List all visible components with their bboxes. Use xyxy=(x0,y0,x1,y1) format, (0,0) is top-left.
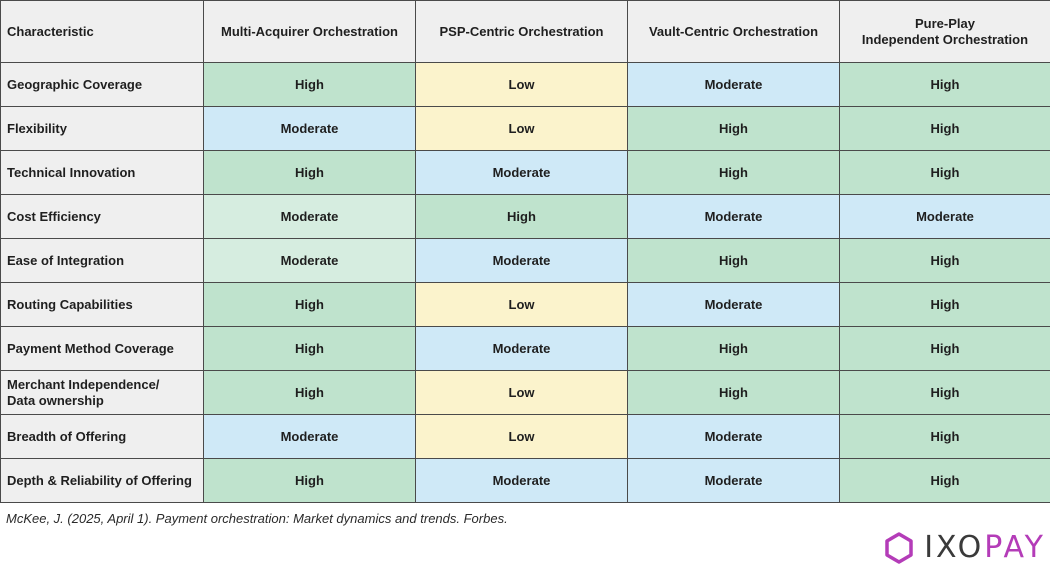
logo-text-ixo: IXO xyxy=(924,530,985,565)
header-vault-centric: Vault-Centric Orchestration xyxy=(628,1,840,63)
table-cell: Moderate xyxy=(628,283,840,327)
table-cell: Moderate xyxy=(204,107,416,151)
header-characteristic: Characteristic xyxy=(1,1,204,63)
table-header-row xyxy=(1,1,1050,63)
header-multi-acquirer: Multi-Acquirer Orchestration xyxy=(204,1,416,63)
table-cell: Moderate xyxy=(204,195,416,239)
row-label xyxy=(1,371,204,415)
header-pure-play-line2: Independent Orchestration xyxy=(861,31,1029,47)
row-label: Depth & Reliability of Offering xyxy=(1,459,204,503)
table-cell: Low xyxy=(416,371,628,415)
table-cell: High xyxy=(204,371,416,415)
row-label: Breadth of Offering xyxy=(1,415,204,459)
table-cell: High xyxy=(204,283,416,327)
table-cell: Moderate xyxy=(628,415,840,459)
table-cell: Moderate xyxy=(416,239,628,283)
row-label: Routing Capabilities xyxy=(1,283,204,327)
table-row xyxy=(1,195,1050,239)
table-cell: High xyxy=(840,327,1050,371)
table-row xyxy=(1,459,1050,503)
table-cell: Low xyxy=(416,415,628,459)
table-cell: High xyxy=(204,151,416,195)
table-cell: Low xyxy=(416,107,628,151)
table-cell: Moderate xyxy=(416,459,628,503)
table-cell: Low xyxy=(416,63,628,107)
table-cell: High xyxy=(204,63,416,107)
table-row xyxy=(1,371,1050,415)
header-psp-centric: PSP-Centric Orchestration xyxy=(416,1,628,63)
table-cell: Moderate xyxy=(628,459,840,503)
table-cell: High xyxy=(840,371,1050,415)
table-row xyxy=(1,327,1050,371)
row-label: Geographic Coverage xyxy=(1,63,204,107)
row-label-line1: Merchant Independence/ xyxy=(7,376,160,392)
table-row xyxy=(1,239,1050,283)
row-label: Ease of Integration xyxy=(1,239,204,283)
table-cell: High xyxy=(840,107,1050,151)
table-cell: Moderate xyxy=(416,327,628,371)
table-cell: Moderate xyxy=(416,151,628,195)
table-cell: High xyxy=(628,239,840,283)
header-pure-play xyxy=(840,1,1050,63)
table-row xyxy=(1,151,1050,195)
table-cell: High xyxy=(840,459,1050,503)
row-label: Payment Method Coverage xyxy=(1,327,204,371)
logo-text-pay: PAY xyxy=(984,530,1046,565)
row-label: Flexibility xyxy=(1,107,204,151)
table-row xyxy=(1,107,1050,151)
table-cell: Moderate xyxy=(628,63,840,107)
table-cell: High xyxy=(840,415,1050,459)
table-cell: High xyxy=(840,239,1050,283)
table-cell: High xyxy=(840,63,1050,107)
row-label: Cost Efficiency xyxy=(1,195,204,239)
table-cell: Moderate xyxy=(204,239,416,283)
table-cell: Moderate xyxy=(628,195,840,239)
header-pure-play-line1: Pure-Play xyxy=(915,15,975,31)
table-cell: High xyxy=(628,151,840,195)
table-row xyxy=(1,63,1050,107)
table-row xyxy=(1,415,1050,459)
table-row xyxy=(1,283,1050,327)
table-cell: Low xyxy=(416,283,628,327)
table-cell: High xyxy=(628,327,840,371)
table-cell: High xyxy=(204,459,416,503)
row-label-line2: Data ownership xyxy=(7,392,104,408)
table-cell: High xyxy=(628,107,840,151)
table-cell: High xyxy=(204,327,416,371)
table-cell: Moderate xyxy=(840,195,1050,239)
row-label: Technical Innovation xyxy=(1,151,204,195)
table-cell: High xyxy=(416,195,628,239)
ixopay-logo xyxy=(882,530,1046,566)
table-cell: High xyxy=(628,371,840,415)
hexagon-logo-icon xyxy=(882,531,916,565)
table-cell: High xyxy=(840,283,1050,327)
table-cell: Moderate xyxy=(204,415,416,459)
table-cell: High xyxy=(840,151,1050,195)
citation-text: McKee, J. (2025, April 1). Payment orchestration: Market dynamics and trends. Forbes. xyxy=(6,511,508,526)
